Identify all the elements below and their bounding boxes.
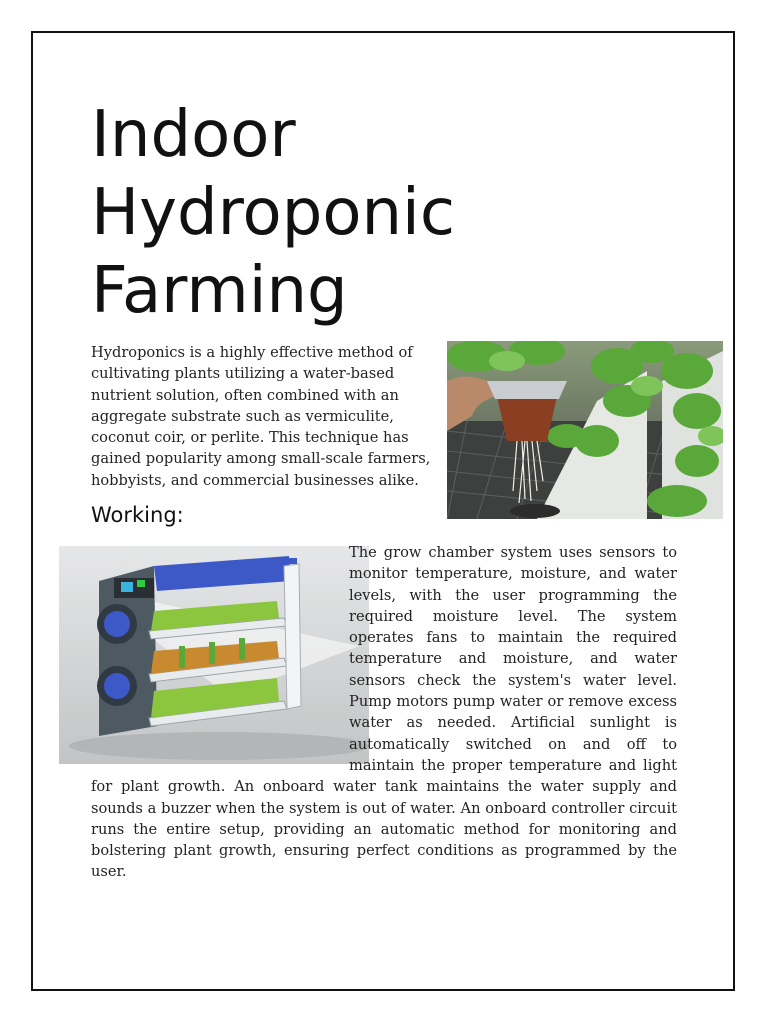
page-title: Indoor Hydroponic Farming xyxy=(91,98,455,328)
image-wrap-spacer xyxy=(59,542,349,776)
hydroponic-plant-photo xyxy=(447,341,723,519)
intro-paragraph: Hydroponics is a highly effective method of cultivating plants utilizing a water-based nutrient solution, often combined with an aggregate substrate such as vermiculite, coconut coir, or perlite. This technique has gained popularity among small-scale farmers, hobbyists, and commercial businesses alike. xyxy=(91,344,431,489)
working-paragraph xyxy=(91,542,677,883)
working-heading: Working: xyxy=(91,503,184,527)
working-text: The grow chamber system uses sensors to monitor temperature, moisture, and water levels, with the user programming the required moisture level. The system operates fans to maintain the required temperature and moisture, and water sensors check the system's water level. Pump motors pump water or remove excess water as needed. Artificial sunlight is automatically switched on and off to maintain the proper temperature and light for plant growth. An onboard water tank maintains the water supply and sounds a buzzer when the system is out of water. An onboard controller circuit runs the entire setup, providing an automatic method for monitoring and bolstering plant growth, ensuring perfect conditions as programmed by the user. xyxy=(91,544,677,881)
